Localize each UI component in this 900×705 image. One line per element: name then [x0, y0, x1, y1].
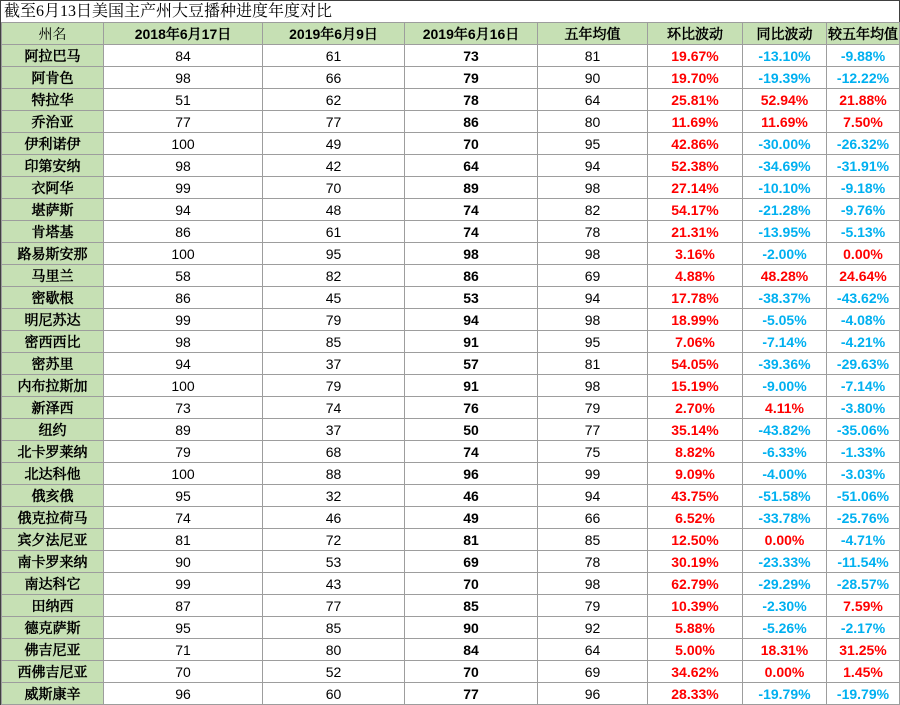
value-cell: 72 — [263, 529, 405, 551]
percent-cell: 30.19% — [648, 551, 743, 573]
percent-cell: -11.54% — [827, 551, 900, 573]
value-cell: 91 — [405, 375, 538, 397]
percent-cell: -4.08% — [827, 309, 900, 331]
value-cell: 80 — [538, 111, 648, 133]
value-cell: 46 — [405, 485, 538, 507]
table-row — [2, 639, 900, 661]
table-row — [2, 551, 900, 573]
value-cell: 98 — [104, 155, 263, 177]
percent-cell: 52.94% — [743, 89, 827, 111]
state-name-cell: 特拉华 — [2, 89, 104, 111]
column-header-1: 2018年6月17日 — [104, 23, 263, 45]
state-name-cell: 宾夕法尼亚 — [2, 529, 104, 551]
table-row — [2, 485, 900, 507]
value-cell: 82 — [263, 265, 405, 287]
percent-cell: -1.33% — [827, 441, 900, 463]
state-name-cell: 密苏里 — [2, 353, 104, 375]
percent-cell: -21.28% — [743, 199, 827, 221]
table-row — [2, 265, 900, 287]
value-cell: 43 — [263, 573, 405, 595]
value-cell: 91 — [405, 331, 538, 353]
header-row — [2, 23, 900, 45]
percent-cell: -34.69% — [743, 155, 827, 177]
percent-cell: -3.80% — [827, 397, 900, 419]
percent-cell: -43.62% — [827, 287, 900, 309]
percent-cell: -19.79% — [827, 683, 900, 705]
value-cell: 92 — [538, 617, 648, 639]
percent-cell: -51.06% — [827, 485, 900, 507]
value-cell: 89 — [104, 419, 263, 441]
percent-cell: 5.88% — [648, 617, 743, 639]
value-cell: 73 — [104, 397, 263, 419]
value-cell: 66 — [263, 67, 405, 89]
value-cell: 50 — [405, 419, 538, 441]
percent-cell: 54.05% — [648, 353, 743, 375]
value-cell: 61 — [263, 45, 405, 67]
column-header-6: 同比波动 — [743, 23, 827, 45]
value-cell: 74 — [405, 199, 538, 221]
value-cell: 48 — [263, 199, 405, 221]
table-row — [2, 441, 900, 463]
value-cell: 98 — [538, 309, 648, 331]
value-cell: 70 — [405, 661, 538, 683]
value-cell: 74 — [104, 507, 263, 529]
value-cell: 75 — [538, 441, 648, 463]
state-name-cell: 阿拉巴马 — [2, 45, 104, 67]
percent-cell: 4.88% — [648, 265, 743, 287]
table-row — [2, 155, 900, 177]
state-name-cell: 北达科他 — [2, 463, 104, 485]
state-name-cell: 田纳西 — [2, 595, 104, 617]
percent-cell: -30.00% — [743, 133, 827, 155]
value-cell: 85 — [263, 331, 405, 353]
percent-cell: -5.13% — [827, 221, 900, 243]
table-row — [2, 243, 900, 265]
percent-cell: -28.57% — [827, 573, 900, 595]
value-cell: 69 — [538, 661, 648, 683]
state-name-cell: 伊利诺伊 — [2, 133, 104, 155]
state-name-cell: 密歇根 — [2, 287, 104, 309]
percent-cell: -23.33% — [743, 551, 827, 573]
value-cell: 86 — [104, 287, 263, 309]
value-cell: 98 — [405, 243, 538, 265]
table-row — [2, 111, 900, 133]
percent-cell: -33.78% — [743, 507, 827, 529]
value-cell: 86 — [405, 111, 538, 133]
value-cell: 76 — [405, 397, 538, 419]
percent-cell: -13.10% — [743, 45, 827, 67]
percent-cell: -39.36% — [743, 353, 827, 375]
value-cell: 98 — [538, 375, 648, 397]
value-cell: 85 — [263, 617, 405, 639]
value-cell: 94 — [104, 353, 263, 375]
value-cell: 37 — [263, 353, 405, 375]
value-cell: 99 — [104, 573, 263, 595]
value-cell: 60 — [263, 683, 405, 705]
state-name-cell: 南卡罗来纳 — [2, 551, 104, 573]
value-cell: 45 — [263, 287, 405, 309]
table-row — [2, 375, 900, 397]
value-cell: 80 — [263, 639, 405, 661]
state-name-cell: 马里兰 — [2, 265, 104, 287]
value-cell: 64 — [538, 89, 648, 111]
percent-cell: -5.05% — [743, 309, 827, 331]
column-header-3: 2019年6月16日 — [405, 23, 538, 45]
percent-cell: 25.81% — [648, 89, 743, 111]
state-name-cell: 北卡罗莱纳 — [2, 441, 104, 463]
state-name-cell: 乔治亚 — [2, 111, 104, 133]
value-cell: 37 — [263, 419, 405, 441]
table-row — [2, 529, 900, 551]
percent-cell: 35.14% — [648, 419, 743, 441]
state-name-cell: 俄亥俄 — [2, 485, 104, 507]
percent-cell: -7.14% — [827, 375, 900, 397]
percent-cell: -9.76% — [827, 199, 900, 221]
state-name-cell: 纽约 — [2, 419, 104, 441]
state-name-cell: 俄克拉荷马 — [2, 507, 104, 529]
percent-cell: 9.09% — [648, 463, 743, 485]
column-header-7: 较五年均值 — [827, 23, 900, 45]
percent-cell: 62.79% — [648, 573, 743, 595]
value-cell: 78 — [538, 551, 648, 573]
value-cell: 32 — [263, 485, 405, 507]
value-cell: 81 — [538, 353, 648, 375]
value-cell: 98 — [104, 331, 263, 353]
table-row — [2, 331, 900, 353]
value-cell: 98 — [538, 573, 648, 595]
percent-cell: 7.50% — [827, 111, 900, 133]
percent-cell: 11.69% — [648, 111, 743, 133]
value-cell: 100 — [104, 133, 263, 155]
percent-cell: -26.32% — [827, 133, 900, 155]
value-cell: 94 — [538, 287, 648, 309]
percent-cell: 34.62% — [648, 661, 743, 683]
value-cell: 98 — [538, 243, 648, 265]
value-cell: 95 — [538, 133, 648, 155]
value-cell: 95 — [263, 243, 405, 265]
value-cell: 53 — [263, 551, 405, 573]
table-row — [2, 617, 900, 639]
value-cell: 90 — [104, 551, 263, 573]
table-row — [2, 683, 900, 705]
value-cell: 81 — [104, 529, 263, 551]
table-row — [2, 419, 900, 441]
percent-cell: 15.19% — [648, 375, 743, 397]
state-name-cell: 佛吉尼亚 — [2, 639, 104, 661]
percent-cell: 54.17% — [648, 199, 743, 221]
value-cell: 94 — [405, 309, 538, 331]
percent-cell: -2.00% — [743, 243, 827, 265]
percent-cell: -5.26% — [743, 617, 827, 639]
state-name-cell: 路易斯安那 — [2, 243, 104, 265]
percent-cell: -12.22% — [827, 67, 900, 89]
table-row — [2, 353, 900, 375]
percent-cell: -35.06% — [827, 419, 900, 441]
value-cell: 79 — [104, 441, 263, 463]
value-cell: 79 — [405, 67, 538, 89]
percent-cell: -7.14% — [743, 331, 827, 353]
value-cell: 84 — [405, 639, 538, 661]
percent-cell: 48.28% — [743, 265, 827, 287]
column-header-0: 州名 — [2, 23, 104, 45]
table-title: 截至6月13日美国主产州大豆播种进度年度对比 — [1, 1, 899, 22]
percent-cell: -3.03% — [827, 463, 900, 485]
value-cell: 71 — [104, 639, 263, 661]
value-cell: 52 — [263, 661, 405, 683]
value-cell: 85 — [538, 529, 648, 551]
value-cell: 58 — [104, 265, 263, 287]
percent-cell: 2.70% — [648, 397, 743, 419]
percent-cell: 31.25% — [827, 639, 900, 661]
value-cell: 51 — [104, 89, 263, 111]
value-cell: 53 — [405, 287, 538, 309]
value-cell: 79 — [263, 375, 405, 397]
percent-cell: -9.88% — [827, 45, 900, 67]
value-cell: 94 — [538, 485, 648, 507]
value-cell: 77 — [538, 419, 648, 441]
percent-cell: -4.21% — [827, 331, 900, 353]
percent-cell: 21.88% — [827, 89, 900, 111]
state-name-cell: 阿肯色 — [2, 67, 104, 89]
percent-cell: -4.71% — [827, 529, 900, 551]
state-name-cell: 衣阿华 — [2, 177, 104, 199]
state-name-cell: 明尼苏达 — [2, 309, 104, 331]
percent-cell: 10.39% — [648, 595, 743, 617]
percent-cell: -4.00% — [743, 463, 827, 485]
state-name-cell: 德克萨斯 — [2, 617, 104, 639]
value-cell: 49 — [405, 507, 538, 529]
state-name-cell: 新泽西 — [2, 397, 104, 419]
value-cell: 64 — [538, 639, 648, 661]
value-cell: 74 — [405, 221, 538, 243]
value-cell: 64 — [405, 155, 538, 177]
percent-cell: 43.75% — [648, 485, 743, 507]
value-cell: 70 — [104, 661, 263, 683]
state-name-cell: 密西西比 — [2, 331, 104, 353]
percent-cell: 52.38% — [648, 155, 743, 177]
value-cell: 66 — [538, 507, 648, 529]
value-cell: 96 — [538, 683, 648, 705]
percent-cell: -31.91% — [827, 155, 900, 177]
percent-cell: -2.17% — [827, 617, 900, 639]
state-name-cell: 印第安纳 — [2, 155, 104, 177]
value-cell: 78 — [538, 221, 648, 243]
state-name-cell: 堪萨斯 — [2, 199, 104, 221]
percent-cell: -43.82% — [743, 419, 827, 441]
percent-cell: 7.06% — [648, 331, 743, 353]
value-cell: 70 — [405, 573, 538, 595]
value-cell: 98 — [538, 177, 648, 199]
value-cell: 90 — [538, 67, 648, 89]
state-name-cell: 威斯康辛 — [2, 683, 104, 705]
column-header-4: 五年均值 — [538, 23, 648, 45]
percent-cell: 8.82% — [648, 441, 743, 463]
value-cell: 57 — [405, 353, 538, 375]
value-cell: 94 — [538, 155, 648, 177]
percent-cell: 17.78% — [648, 287, 743, 309]
table-row — [2, 177, 900, 199]
value-cell: 69 — [538, 265, 648, 287]
percent-cell: 18.99% — [648, 309, 743, 331]
table-row — [2, 309, 900, 331]
value-cell: 69 — [405, 551, 538, 573]
percent-cell: -6.33% — [743, 441, 827, 463]
value-cell: 61 — [263, 221, 405, 243]
value-cell: 99 — [104, 309, 263, 331]
value-cell: 74 — [263, 397, 405, 419]
value-cell: 49 — [263, 133, 405, 155]
value-cell: 79 — [263, 309, 405, 331]
percent-cell: 0.00% — [827, 243, 900, 265]
table-row — [2, 595, 900, 617]
percent-cell: 42.86% — [648, 133, 743, 155]
percent-cell: 24.64% — [827, 265, 900, 287]
percent-cell: -13.95% — [743, 221, 827, 243]
value-cell: 90 — [405, 617, 538, 639]
state-name-cell: 肯塔基 — [2, 221, 104, 243]
percent-cell: 3.16% — [648, 243, 743, 265]
percent-cell: 18.31% — [743, 639, 827, 661]
percent-cell: 19.67% — [648, 45, 743, 67]
percent-cell: 5.00% — [648, 639, 743, 661]
value-cell: 96 — [405, 463, 538, 485]
value-cell: 77 — [263, 595, 405, 617]
column-header-2: 2019年6月9日 — [263, 23, 405, 45]
table-row — [2, 133, 900, 155]
table-row — [2, 199, 900, 221]
value-cell: 96 — [104, 683, 263, 705]
value-cell: 100 — [104, 375, 263, 397]
value-cell: 62 — [263, 89, 405, 111]
data-table — [1, 22, 900, 705]
value-cell: 95 — [104, 617, 263, 639]
table-row — [2, 661, 900, 683]
value-cell: 81 — [405, 529, 538, 551]
value-cell: 89 — [405, 177, 538, 199]
value-cell: 46 — [263, 507, 405, 529]
value-cell: 68 — [263, 441, 405, 463]
table-row — [2, 573, 900, 595]
value-cell: 95 — [104, 485, 263, 507]
percent-cell: 19.70% — [648, 67, 743, 89]
value-cell: 77 — [405, 683, 538, 705]
state-name-cell: 南达科它 — [2, 573, 104, 595]
value-cell: 86 — [405, 265, 538, 287]
percent-cell: 0.00% — [743, 529, 827, 551]
value-cell: 74 — [405, 441, 538, 463]
percent-cell: 6.52% — [648, 507, 743, 529]
percent-cell: 0.00% — [743, 661, 827, 683]
value-cell: 94 — [104, 199, 263, 221]
table-row — [2, 221, 900, 243]
percent-cell: -19.39% — [743, 67, 827, 89]
value-cell: 81 — [538, 45, 648, 67]
percent-cell: -29.63% — [827, 353, 900, 375]
percent-cell: 21.31% — [648, 221, 743, 243]
value-cell: 42 — [263, 155, 405, 177]
percent-cell: -38.37% — [743, 287, 827, 309]
value-cell: 79 — [538, 397, 648, 419]
percent-cell: -2.30% — [743, 595, 827, 617]
percent-cell: -51.58% — [743, 485, 827, 507]
percent-cell: -9.00% — [743, 375, 827, 397]
value-cell: 86 — [104, 221, 263, 243]
column-header-5: 环比波动 — [648, 23, 743, 45]
value-cell: 70 — [263, 177, 405, 199]
value-cell: 99 — [538, 463, 648, 485]
value-cell: 87 — [104, 595, 263, 617]
percent-cell: -10.10% — [743, 177, 827, 199]
percent-cell: -19.79% — [743, 683, 827, 705]
percent-cell: 12.50% — [648, 529, 743, 551]
percent-cell: 27.14% — [648, 177, 743, 199]
value-cell: 84 — [104, 45, 263, 67]
value-cell: 82 — [538, 199, 648, 221]
percent-cell: -25.76% — [827, 507, 900, 529]
table-row — [2, 89, 900, 111]
value-cell: 95 — [538, 331, 648, 353]
percent-cell: -29.29% — [743, 573, 827, 595]
value-cell: 70 — [405, 133, 538, 155]
percent-cell: 11.69% — [743, 111, 827, 133]
table-row — [2, 397, 900, 419]
value-cell: 73 — [405, 45, 538, 67]
percent-cell: 28.33% — [648, 683, 743, 705]
value-cell: 78 — [405, 89, 538, 111]
value-cell: 79 — [538, 595, 648, 617]
table-row — [2, 67, 900, 89]
value-cell: 98 — [104, 67, 263, 89]
value-cell: 100 — [104, 463, 263, 485]
table-row — [2, 287, 900, 309]
state-name-cell: 西佛吉尼亚 — [2, 661, 104, 683]
table-row — [2, 463, 900, 485]
state-name-cell: 内布拉斯加 — [2, 375, 104, 397]
table-row — [2, 507, 900, 529]
value-cell: 77 — [263, 111, 405, 133]
percent-cell: -9.18% — [827, 177, 900, 199]
percent-cell: 4.11% — [743, 397, 827, 419]
table-row — [2, 45, 900, 67]
percent-cell: 7.59% — [827, 595, 900, 617]
value-cell: 77 — [104, 111, 263, 133]
value-cell: 100 — [104, 243, 263, 265]
value-cell: 88 — [263, 463, 405, 485]
percent-cell: 1.45% — [827, 661, 900, 683]
value-cell: 99 — [104, 177, 263, 199]
value-cell: 85 — [405, 595, 538, 617]
